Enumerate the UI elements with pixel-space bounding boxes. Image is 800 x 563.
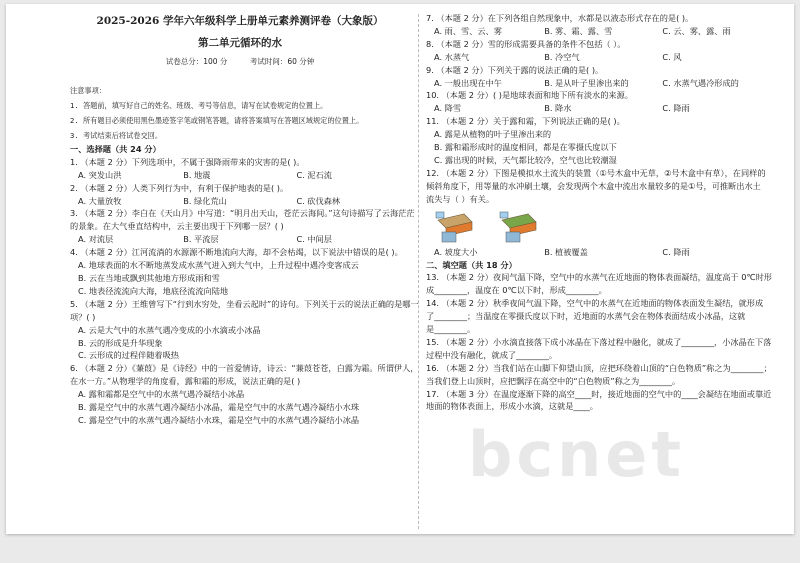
option: B. 冷空气	[544, 51, 580, 62]
question-item	[426, 64, 781, 90]
fill-question-line: 当我们登上山顶时，应把飘浮在高空中的“白色物质”称之为________。	[426, 375, 681, 386]
option: C. 云形成的过程伴随着吸热	[78, 350, 179, 361]
question-item	[426, 12, 781, 38]
option: C. 地表径流流向大海，地底径流流向陆地	[78, 285, 229, 296]
question-stem: 5. （本题 2 分）王维曾写下“行到水穷处，坐看云起时”的诗句。下列关于云的说法正确的是哪一	[70, 298, 419, 309]
option: B. 平流层	[183, 234, 219, 245]
notes-block	[70, 83, 410, 143]
option: B. 地震	[183, 169, 211, 180]
section-heading-choice: 一、选择题（共 24 分）	[70, 143, 161, 154]
question-stem: 9. （本题 2 分）下列关于露的说法正确的是( )。	[426, 64, 604, 75]
question-stem: 10. （本题 2 分）( )是地球表面和地下所有淡水的来源。	[426, 90, 633, 101]
question-item	[426, 89, 781, 115]
fill-question-item	[426, 336, 781, 362]
question-stem: 倾斜角度下，用等量的水冲刷土壤，会发现两个木盒中流出水量较多的是①号，可推断出水土	[426, 180, 761, 191]
question-item	[70, 362, 419, 427]
notes-heading: 注意事项：	[70, 85, 106, 95]
option: A. 水蒸气	[434, 51, 470, 62]
option: C. 露出现的时候，天气都比较冷，空气也比较潮湿	[434, 154, 617, 165]
fill-question-line: 14. （本题 2 分）秋季夜间气温下降，空气中的水蒸气在近地面的物体表面发生凝结，就形成	[426, 298, 764, 309]
exam-meta	[70, 56, 410, 69]
right-question-list	[426, 12, 781, 259]
question-item	[70, 156, 410, 182]
question-item	[70, 182, 410, 208]
option: C. 风	[662, 51, 682, 62]
left-question-list	[70, 156, 419, 427]
option: A. 一般出现在中午	[434, 77, 502, 88]
option: C. 水蒸气遇冷形成的	[662, 77, 739, 88]
unit-title: 第二单元循环的水	[198, 37, 282, 49]
note-item: 1. 答题前，填写好自己的姓名、班级、考号等信息，请写在试卷规定的位置上。	[70, 100, 328, 110]
fill-question-line: 17. （本题 3 分）在温度逐渐下降的高空____时，接近地面的空气中的____会凝结在地面或靠近	[426, 388, 772, 399]
exam-time: 考试时间：60 分钟	[249, 57, 315, 66]
fill-question-line: 13. （本题 2 分）夜间气温下降，空气中的水蒸气在近地面的物体表面凝结，温度高于 0℃时形	[426, 272, 772, 283]
question-item	[426, 38, 781, 64]
option: B. 露和霜形成时的温度相同，都是在零摄氏度以下	[434, 142, 617, 153]
question-stem: 6. （本题 2 分）《蒹葭》是《诗经》中的一首爱情诗，诗云：“蒹葭苍苍，白露为霜。所谓伊人，	[70, 363, 419, 374]
fill-question-item	[426, 388, 781, 414]
option: A. 露和霜都是空气中的水蒸气遇冷凝结小冰晶	[78, 389, 245, 400]
option: A. 大量放牧	[78, 195, 122, 206]
question-stem: 3. （本题 2 分）李白在《天山月》中写道：“明月出天山，苍茫云海间。”这句诗描写了云海茫茫	[70, 208, 415, 219]
fill-question-line: 是________。	[426, 324, 476, 335]
exam-title: 2025-2026 学年六年级科学上册单元素养测评卷（大象版）	[96, 15, 384, 27]
question-stem: 12. （本题 2 分）下图是模拟水土流失的装置（①号木盒中无草，②号木盒中有草），在同样的	[426, 167, 766, 178]
fill-question-line: 15. （本题 2 分）小水滴直接落下成小冰晶在下落过程中融化，就成了________，小冰晶在下落	[426, 336, 772, 347]
fill-question-list	[426, 271, 781, 413]
question-stem: 1. （本题 2 分）下列选项中，不属于强降雨带来的灾害的是( )。	[70, 156, 305, 167]
question-item	[70, 246, 410, 298]
right-column	[426, 12, 781, 413]
question-stem: 在水一方。”从物理学的角度看，露和霜的形成，说法正确的是( )	[70, 376, 301, 387]
fill-question-item	[426, 362, 781, 388]
note-item: 3. 考试结束后将试卷交回。	[70, 130, 163, 140]
fill-question-line: 成________，温度在 0℃以下时，形成________。	[426, 285, 607, 296]
option: C. 露是空气中的水蒸气遇冷凝结小水珠，霜是空气中的水蒸气遇冷凝结小冰晶	[78, 414, 360, 425]
fill-question-line: 了________；当温度在零摄氏度以下时，近地面的水蒸气会在物体表面结成小冰晶，这就	[426, 311, 746, 322]
soil-box-apparatus-2	[498, 210, 540, 244]
column-divider	[418, 14, 419, 529]
option: B. 露是空气中的水蒸气遇冷凝结小冰晶，霜是空气中的水蒸气遇冷凝结小水珠	[78, 402, 360, 413]
option: A. 降雪	[434, 103, 462, 114]
question-stem: 7. （本题 2 分）在下列各组自然现象中，水都是以液态形式存在的是( )。	[426, 13, 694, 23]
note-item: 2. 所有题目必须使用黑色墨迹签字笔或钢笔答题，请将答案填写在答题区域规定的位置上。	[70, 115, 364, 125]
question-item	[426, 115, 781, 167]
exam-paper	[6, 4, 794, 534]
question-stem: 的景象。在大气垂直结构中，云主要出现于下列哪一层？( )	[70, 221, 284, 232]
options-row	[426, 102, 781, 115]
option: A. 露是从植物的叶子里渗出来的	[434, 129, 552, 140]
option: B. 是从叶子里渗出来的	[544, 77, 629, 88]
option: B. 绿化荒山	[183, 195, 227, 206]
fill-question-line: 过程中没有融化，就成了________。	[426, 349, 558, 360]
total-score: 试卷总分：100 分	[165, 57, 228, 66]
section-heading-fill: 二、填空题（共 18 分）	[426, 259, 517, 270]
question-stem: 项？( )	[70, 311, 96, 322]
question-item	[70, 207, 415, 246]
option: C. 降雨	[662, 246, 690, 257]
question-item	[70, 298, 419, 363]
options-row	[70, 233, 410, 246]
question-item	[426, 167, 781, 259]
soil-erosion-figure	[426, 208, 781, 246]
options-row	[70, 195, 410, 208]
option: C. 云、雾、露、雨	[662, 25, 731, 36]
option: A. 云是大气中的水蒸气遇冷变成的小水滴或小冰晶	[78, 324, 261, 335]
soil-box-apparatus-1	[434, 210, 476, 244]
question-stem: 8. （本题 2 分）雪的形成需要具备的条件不包括（ ）。	[426, 38, 626, 49]
question-stem: 2. （本题 2 分）人类下列行为中，有利于保护地表的是( )。	[70, 182, 289, 193]
option: A. 坡度大小	[434, 246, 478, 257]
option: B. 降水	[544, 103, 572, 114]
option: A. 突发山洪	[78, 169, 122, 180]
options-row	[70, 169, 410, 182]
fill-question-line: 地面的物体表面上，形成小水滴，这就是____。	[426, 401, 598, 412]
options-row	[426, 77, 781, 90]
option: C. 中间层	[296, 234, 332, 245]
option: C. 降雨	[662, 103, 690, 114]
options-row	[426, 25, 781, 38]
fill-question-item	[426, 271, 781, 297]
option: A. 对流层	[78, 234, 114, 245]
fill-question-line: 16. （本题 2 分）当我们站在山脚下仰望山顶，应把环绕着山顶的“白色物质”称之为________；	[426, 362, 772, 373]
options-row	[426, 51, 781, 64]
question-stem: 流失与（ ）有关。	[426, 193, 495, 204]
option: C. 泥石流	[296, 169, 332, 180]
option: B. 云的形成是升华现象	[78, 337, 163, 348]
question-stem: 4. （本题 2 分）江河流淌的水源源不断地流向大海，却不会枯竭，以下说法中错误的是( )。	[70, 247, 403, 258]
option: A. 雨、雪、云、雾	[434, 25, 502, 36]
question-stem: 11. （本题 2 分）关于露和霜，下列说法正确的是( )。	[426, 116, 625, 127]
option: B. 雾、霜、露、雪	[544, 25, 613, 36]
left-column	[70, 12, 419, 427]
options-row	[426, 246, 781, 259]
option: B. 植被覆盖	[544, 246, 588, 257]
option: A. 地球表面的水不断地蒸发成水蒸气进入到大气中，上升过程中遇冷变客成云	[78, 260, 359, 271]
fill-question-item	[426, 297, 781, 336]
option: B. 云在当地或飘到其他地方形成雨和雪	[78, 272, 220, 283]
option: C. 砍伐森林	[296, 195, 341, 206]
watermark: bcnet	[468, 418, 685, 491]
